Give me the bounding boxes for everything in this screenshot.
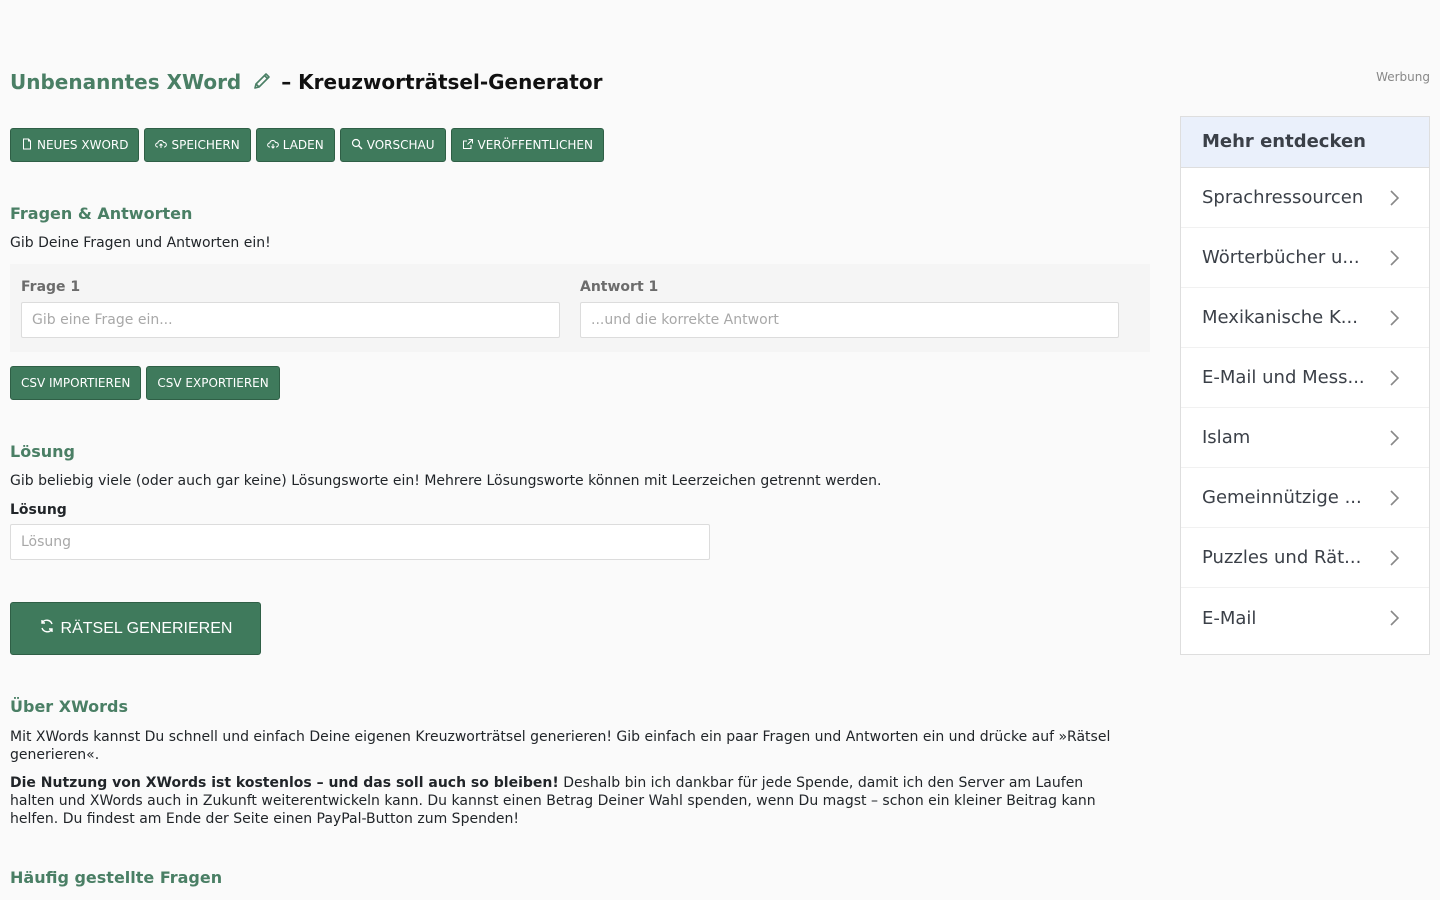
solution-label: Lösung [10,502,67,518]
sidebar-item-label: Wörterbücher u... [1202,247,1360,268]
sidebar-item-email[interactable] [1181,588,1429,648]
qa-intro: Gib Deine Fragen und Antworten ein! [10,235,271,251]
generate-label: RÄTSEL GENERIEREN [60,619,233,637]
file-icon [21,138,33,153]
question-input[interactable]: Gib eine Frage ein... [21,302,560,338]
sidebar-item-gemeinnuetzige[interactable] [1181,468,1429,528]
new-xword-button[interactable] [10,128,139,162]
sidebar-item-puzzles[interactable] [1181,528,1429,588]
pencil-icon[interactable] [252,71,272,91]
load-button[interactable] [256,128,335,162]
sidebar-item-label: E-Mail [1202,607,1257,629]
chevron-right-icon [1387,429,1401,447]
sidebar-item-mexikanische[interactable] [1181,288,1429,348]
qa-heading: Fragen & Antworten [10,204,193,223]
generate-button[interactable] [10,602,261,655]
sidebar-item-label: Mexikanische K... [1202,307,1358,328]
chevron-right-icon [1387,609,1401,627]
csv-export-button[interactable]: CSV EXPORTIEREN [146,366,279,400]
ad-label: Werbung [1376,70,1430,84]
sidebar-item-islam[interactable] [1181,408,1429,468]
sidebar-heading: Mehr entdecken [1181,117,1429,168]
search-icon [351,138,363,153]
solution-heading: Lösung [10,442,75,461]
xword-name[interactable]: Unbenanntes XWord [10,70,242,94]
preview-button[interactable] [340,128,446,162]
csv-import-button[interactable]: CSV IMPORTIEREN [10,366,141,400]
sidebar-item-label: Gemeinnützige ... [1202,487,1362,508]
toolbar [10,128,604,162]
sidebar-item-sprachressourcen[interactable] [1181,168,1429,228]
publish-button[interactable] [451,128,604,162]
load-label: LADEN [282,138,324,152]
about-paragraph-2-rest: Deshalb bin ich dankbar für jede Spende, damit ich den Server am Laufen halten und XWords auch in Zukunft weiterentwickeln kann. Du kannst einen Betrag Deiner Wahl spenden, wenn Du magst – schon ein kleiner Beitrag kann helfen. Du findest am Ende der Seite einen PayPal-Button zum Spenden! [10,775,1096,827]
about-heading: Über XWords [10,697,129,716]
solution-input[interactable]: Lösung [10,524,710,560]
csv-actions [10,366,280,400]
about-paragraph-2 [10,774,1130,828]
preview-label: VORSCHAU [366,138,435,152]
chevron-right-icon [1387,489,1401,507]
chevron-right-icon [1387,309,1401,327]
answer-input[interactable]: ...und die korrekte Antwort [580,302,1119,338]
question-label: Frage 1 [21,279,81,295]
cloud-upload-icon [155,138,167,153]
about-paragraph-2-bold: Die Nutzung von XWords ist kostenlos – und das soll auch so bleiben! [10,775,559,791]
cloud-download-icon [267,138,279,153]
publish-label: VERÖFFENTLICHEN [477,138,593,152]
chevron-right-icon [1387,249,1401,267]
page-title [10,70,602,94]
sidebar [1180,116,1430,655]
page-subtitle: – Kreuzworträtsel-Generator [281,70,603,94]
about-paragraph-1: Mit XWords kannst Du schnell und einfach Deine eigenen Kreuzworträtsel generieren! Gib einfach ein paar Fragen und Antworten ein und drücke auf »Rätsel generieren«. [10,729,1111,763]
sidebar-item-woerterbuecher[interactable] [1181,228,1429,288]
chevron-right-icon [1387,369,1401,387]
refresh-icon [39,618,55,639]
chevron-right-icon [1387,549,1401,567]
qa-row [10,264,1150,352]
share-icon [462,138,474,153]
new-xword-label: NEUES XWORD [37,138,129,152]
solution-intro: Gib beliebig viele (oder auch gar keine) Lösungsworte ein! Mehrere Lösungsworte können mit Leerzeichen getrennt werden. [10,473,882,489]
answer-label: Antwort 1 [580,279,659,295]
sidebar-item-label: Sprachressourcen [1202,187,1364,208]
chevron-right-icon [1387,189,1401,207]
sidebar-item-label: E-Mail und Mess... [1202,367,1365,388]
sidebar-item-email-messaging[interactable] [1181,348,1429,408]
save-label: SPEICHERN [171,138,240,152]
faq-heading: Häufig gestellte Fragen [10,868,223,887]
sidebar-item-label: Puzzles und Rät... [1202,547,1362,568]
save-button[interactable] [144,128,250,162]
sidebar-item-label: Islam [1202,427,1251,448]
